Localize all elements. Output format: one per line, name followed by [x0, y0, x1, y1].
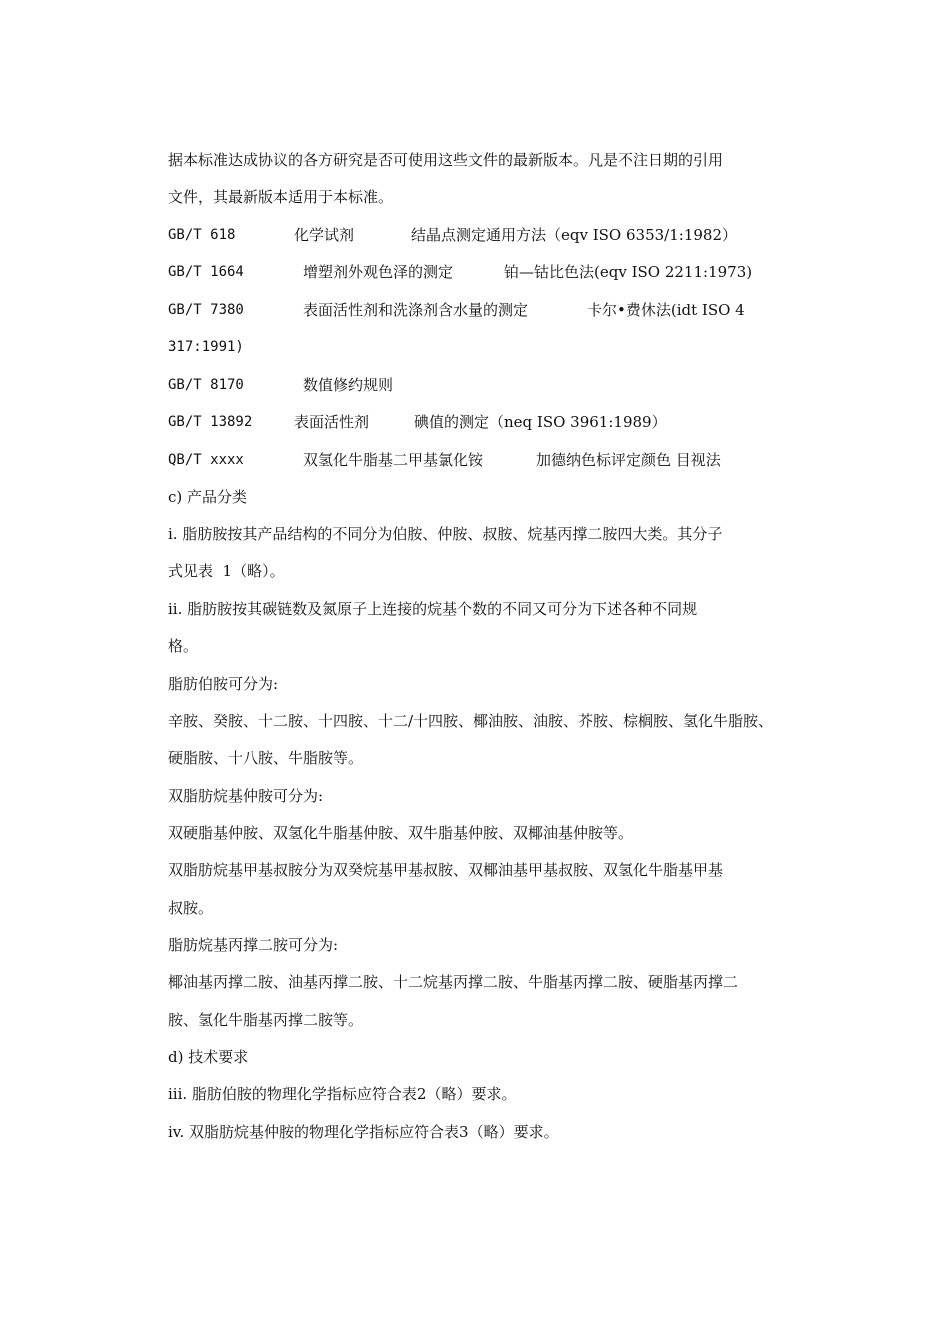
- reference-code: GB/T 618: [168, 227, 236, 243]
- reference-method: 加德纳色标评定颜色 目视法: [536, 451, 721, 469]
- subheading: 脂肪伯胺可分为:: [168, 675, 279, 693]
- reference-code: GB/T 7380: [168, 302, 244, 318]
- paragraph-line: ii. 脂肪胺按其碳链数及氮原子上连接的烷基个数的不同又可分为下述各种不同规: [168, 600, 698, 618]
- section-heading-d: d) 技术要求: [168, 1048, 249, 1066]
- reference-row: [168, 411, 788, 433]
- reference-method: 卡尔•费休法(idt ISO 4: [587, 301, 745, 319]
- reference-method: 碘值的测定（neq ISO 3961:1989）: [414, 413, 667, 431]
- reference-row: [168, 374, 788, 396]
- paragraph-line: 硬脂胺、十八胺、牛脂胺等。: [168, 749, 364, 767]
- paragraph-line: iii. 脂肪伯胺的物理化学指标应符合表2（略）要求。: [168, 1085, 517, 1103]
- paragraph-line: 式见表 1（略）。: [168, 562, 285, 580]
- paragraph-line: 双硬脂基仲胺、双氢化牛脂基仲胺、双牛脂基仲胺、双椰油基仲胺等。: [168, 824, 634, 842]
- paragraph-line: 胺、氢化牛脂基丙撑二胺等。: [168, 1011, 364, 1029]
- section-heading-c: c) 产品分类: [168, 488, 248, 506]
- reference-title: 数值修约规则: [303, 376, 394, 394]
- intro-line-1: 据本标准达成协议的各方研究是否可使用这些文件的最新版本。凡是不注日期的引用: [168, 151, 724, 169]
- reference-continuation: 317:1991): [168, 339, 244, 355]
- reference-row: [168, 261, 788, 283]
- paragraph-line: 双脂肪烷基甲基叔胺分为双癸烷基甲基叔胺、双椰油基甲基叔胺、双氢化牛脂基甲基: [168, 861, 724, 879]
- paragraph-line: i. 脂肪胺按其产品结构的不同分为伯胺、仲胺、叔胺、烷基丙撑二胺四大类。其分子: [168, 525, 723, 543]
- reference-code: GB/T 1664: [168, 264, 244, 280]
- reference-title: 化学试剂: [294, 226, 355, 244]
- paragraph-line: 叔胺。: [168, 899, 214, 917]
- subheading: 脂肪烷基丙撑二胺可分为:: [168, 936, 339, 954]
- paragraph-line: iv. 双脂肪烷基仲胺的物理化学指标应符合表3（略）要求。: [168, 1123, 559, 1141]
- intro-line-2: 文件，其最新版本适用于本标准。: [168, 188, 394, 206]
- reference-title: 增塑剂外观色泽的测定: [303, 263, 454, 281]
- paragraph-line: 辛胺、癸胺、十二胺、十四胺、十二/十四胺、椰油胺、油胺、芥胺、棕榈胺、氢化牛脂胺、: [168, 712, 774, 730]
- reference-title: 表面活性剂: [294, 413, 370, 431]
- reference-row: [168, 224, 788, 246]
- reference-title: 表面活性剂和洗涤剂含水量的测定: [303, 301, 529, 319]
- paragraph-line: 椰油基丙撑二胺、油基丙撑二胺、十二烷基丙撑二胺、牛脂基丙撑二胺、硬脂基丙撑二: [168, 973, 739, 991]
- reference-method: 铂—钴比色法(eqv ISO 2211:1973): [504, 263, 753, 281]
- reference-title: 双氢化牛脂基二甲基氯化铵: [303, 451, 484, 469]
- reference-code: QB/T xxxx: [168, 452, 244, 468]
- reference-method: 结晶点测定通用方法（eqv ISO 6353/1:1982）: [411, 226, 737, 244]
- reference-code: GB/T 8170: [168, 377, 244, 393]
- reference-code: GB/T 13892: [168, 414, 253, 430]
- subheading: 双脂肪烷基仲胺可分为:: [168, 787, 324, 805]
- reference-row: [168, 299, 788, 321]
- paragraph-line: 格。: [168, 637, 199, 655]
- reference-row: [168, 449, 788, 471]
